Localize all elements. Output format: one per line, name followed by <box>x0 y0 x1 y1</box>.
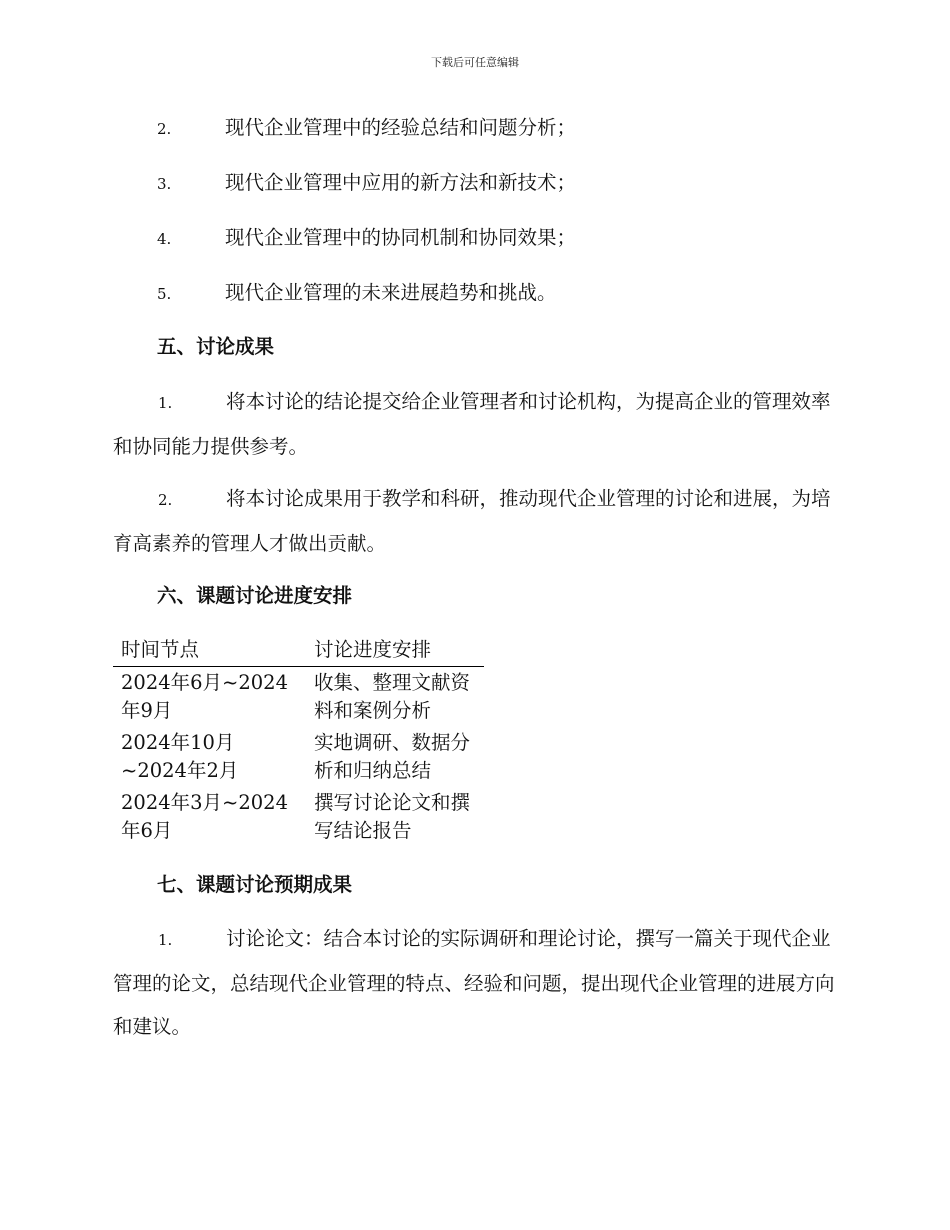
list-text: 现代企业管理中的协同机制和协同效果； <box>225 226 577 249</box>
column-header: 时间节点 <box>113 634 306 667</box>
table-row <box>113 787 484 847</box>
paragraph-number: 1. <box>158 931 173 949</box>
list-number: 3. <box>157 175 172 193</box>
table-cell: 2024年3月~2024年6月 <box>121 791 288 842</box>
list-number: 5. <box>157 285 172 303</box>
section-heading: 七、课题讨论预期成果 <box>157 873 353 896</box>
paragraph <box>113 380 835 468</box>
list-text: 现代企业管理中应用的新方法和新技术； <box>225 171 577 194</box>
paragraph <box>113 477 835 565</box>
table-row <box>113 667 484 728</box>
page-header: 下载后可任意编辑 <box>431 56 519 69</box>
paragraph-number: 2. <box>158 491 173 509</box>
paragraph-text: 将本讨论的结论提交给企业管理者和讨论机构，为提高企业的管理效率和协同能力提供参考。 <box>113 390 831 458</box>
section-heading: 六、课题讨论进度安排 <box>157 584 353 607</box>
table-cell: 2024年6月~2024年9月 <box>121 671 288 722</box>
list-item <box>157 168 576 199</box>
column-header: 讨论进度安排 <box>306 634 484 667</box>
table-header-row <box>113 634 484 667</box>
list-item <box>157 223 576 254</box>
paragraph <box>113 917 835 1048</box>
section-heading: 五、讨论成果 <box>157 335 275 358</box>
paragraph-number: 1. <box>158 394 173 412</box>
table-cell: 实地调研、数据分析和归纳总结 <box>314 731 471 782</box>
table-cell: 收集、整理文献资料和案例分析 <box>314 671 471 722</box>
paragraph-text: 讨论论文：结合本讨论的实际调研和理论讨论，撰写一篇关于现代企业管理的论文，总结现代企业管理的特点、经验和问题，提出现代企业管理的进展方向和建议。 <box>113 927 835 1038</box>
table-cell: 2024年10月~2024年2月 <box>121 731 239 782</box>
list-text: 现代企业管理的未来进展趋势和挑战。 <box>225 281 557 304</box>
table-cell: 撰写讨论论文和撰写结论报告 <box>314 791 471 842</box>
list-number: 2. <box>157 120 172 138</box>
list-item <box>157 113 576 144</box>
table-row <box>113 727 484 787</box>
list-item <box>157 278 557 309</box>
list-text: 现代企业管理中的经验总结和问题分析； <box>225 116 577 139</box>
paragraph-text: 将本讨论成果用于教学和科研，推动现代企业管理的讨论和进展，为培育高素养的管理人才做出贡献。 <box>113 487 831 555</box>
schedule-table <box>113 634 484 847</box>
list-number: 4. <box>157 230 172 248</box>
